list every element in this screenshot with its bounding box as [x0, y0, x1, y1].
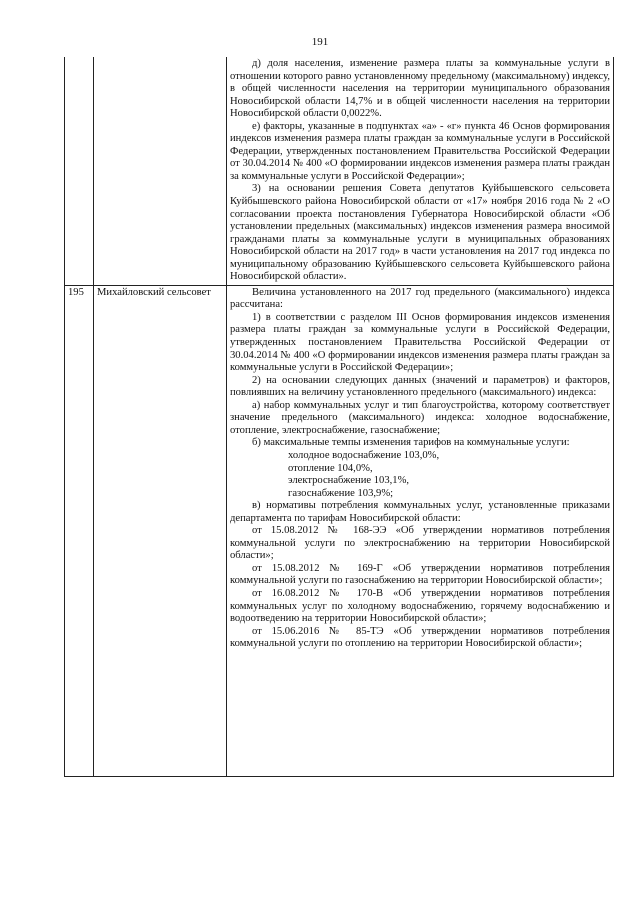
paragraph: от 15.06.2016 № 85-ТЭ «Об утверждении нормативов потребления коммунальной услуги по отоплению на территории Новосибирской области»; [230, 625, 610, 650]
paragraph: от 15.08.2012 № 169-Г «Об утверждении нормативов потребления коммунальной услуги по газоснабжению на территории Новосибирской области»; [230, 562, 610, 587]
tariff-item: газоснабжение 103,9%; [288, 487, 394, 499]
paragraph: д) доля населения, изменение размера платы за коммунальные услуги в отношении которого равно установленному предельному (максимальному) индексу, в общей численности населения на территории муниципального образования Новосибирской области 14,7% и в общей численности населения на территории Новосибирской области 0,0022%. [230, 58, 610, 120]
row-number-cell [65, 57, 94, 285]
table-row [65, 285, 614, 776]
description-cell [227, 285, 614, 776]
tariff-item: отопление 104,0%, [288, 462, 373, 474]
municipality-name-cell: Михайловский сельсовет [94, 285, 227, 776]
description-cell [227, 57, 614, 285]
tariff-item: электроснабжение 103,1%, [288, 475, 410, 487]
page-number: 191 [311, 36, 329, 48]
table-row [65, 57, 614, 285]
paragraph: 1) в соответствии с разделом III Основ формирования индексов изменения размера платы граждан за коммунальные услуги в Российской Федерации, утвержденных постановлением Правительства Российской Федерации от 30.04.2014 № 400 «О формировании индексов изменения размера платы граждан за коммунальные услуги в Российской Федерации»; [230, 311, 610, 374]
row-number-cell: 195 [65, 285, 94, 776]
tariff-item: холодное водоснабжение 103,0%, [288, 449, 440, 461]
municipality-name-cell [94, 57, 227, 285]
paragraph: от 15.08.2012 № 168-ЭЭ «Об утверждении нормативов потребления коммунальной услуги по электроснабжению на территории Новосибирской области»; [230, 525, 610, 562]
paragraph: в) нормативы потребления коммунальных услуг, установленные приказами департамента по тарифам Новосибирской области: [230, 500, 610, 524]
paragraph: а) набор коммунальных услуг и тип благоустройства, которому соответствует значение предельного (максимального) индекса: холодное водоснабжение, отопление, электроснабжение, газоснабжение; [230, 399, 610, 436]
paragraph: Величина установленного на 2017 год предельного (максимального) индекса рассчитана: [230, 286, 610, 311]
paragraph: от 16.08.2012 № 170-В «Об утверждении нормативов потребления коммунальных услуг по холодному водоснабжению, горячему водоснабжению и водоотведению на территории Новосибирской области»; [230, 587, 610, 625]
paragraph: б) максимальные темпы изменения тарифов на коммунальные услуги: [252, 437, 570, 449]
paragraph: е) факторы, указанные в подпунктах «а» - «г» пункта 46 Основ формирования индексов изменения размера платы граждан за коммунальные услуги в Российской Федерации, утвержденных постановлением Правительства Российской Федерации от 30.04.2014 № 400 «О формировании индексов изменения размера платы граждан за коммунальные услуги в Российской Федерации»; [230, 120, 610, 182]
paragraph: 2) на основании следующих данных (значений и параметров) и факторов, повлиявших на величину установленного предельного (максимального) индекса: [230, 374, 610, 399]
paragraph: 3) на основании решения Совета депутатов Куйбышевского сельсовета Куйбышевского района Новосибирской области от «17» ноября 2016 года № 2 «О согласовании проекта постановления Губернатора Новосибирской области «Об установлении предельных (максимальных) индексов изменения размера вносимой гражданами платы за коммунальные услуги в муниципальных образованиях Новосибирской области на 2017 год» в части установления на 2017 год индекса по муниципальному образованию Куйбышевского сельсовета Куйбышевского района Новосибирской области». [230, 183, 610, 283]
index-table [64, 57, 614, 777]
